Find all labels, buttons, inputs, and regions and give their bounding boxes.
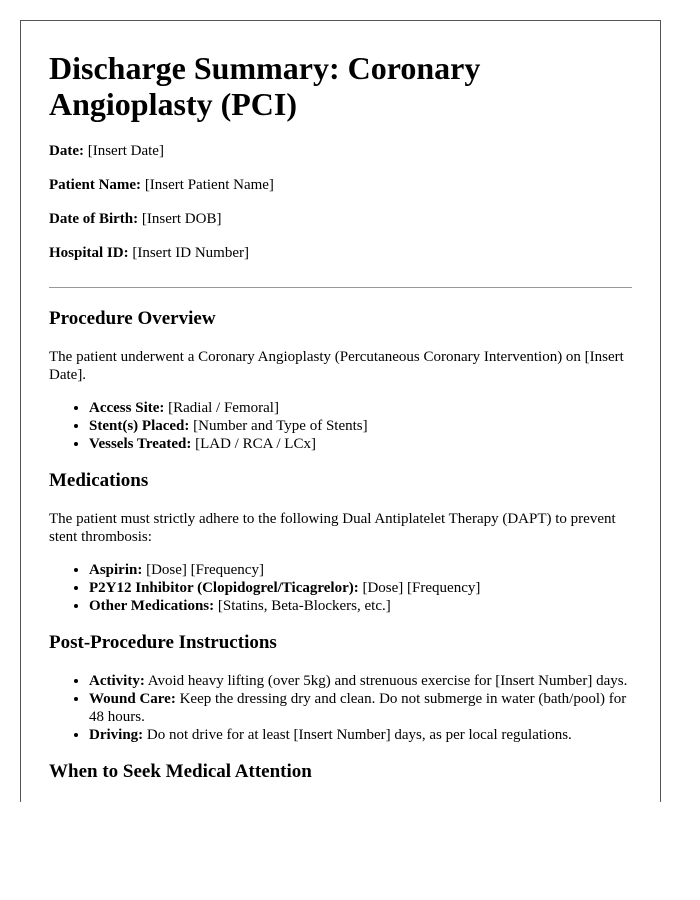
seek-medical-attention-heading: When to Seek Medical Attention	[49, 761, 312, 782]
item-label: P2Y12 Inhibitor (Clopidogrel/Ticagrelor):	[89, 580, 359, 596]
item-label: Aspirin:	[89, 562, 143, 578]
item-value: [Radial / Femoral]	[168, 400, 279, 416]
post-procedure-list	[49, 672, 632, 744]
item-value: Do not drive for at least [Insert Number] days, as per local regulations.	[146, 727, 572, 743]
list-item	[89, 561, 632, 579]
item-label: Other Medications:	[89, 598, 215, 614]
item-label: Driving:	[89, 727, 144, 743]
item-label: Activity:	[89, 673, 145, 689]
medications-list	[49, 561, 632, 615]
meta-value: [Insert Date]	[87, 143, 164, 159]
item-label: Access Site:	[89, 400, 165, 416]
meta-date	[49, 142, 632, 160]
procedure-details-list	[49, 399, 632, 453]
post-procedure-heading: Post-Procedure Instructions	[49, 632, 277, 653]
item-value: Keep the dressing dry and clean. Do not submerge in water (bath/pool) for 48 hours.	[89, 691, 627, 725]
section-divider	[49, 287, 632, 288]
meta-label: Patient Name:	[49, 177, 142, 193]
medications-paragraph: The patient must strictly adhere to the following Dual Antiplatelet Therapy (DAPT) to prevent stent thrombosis:	[49, 511, 616, 545]
item-label: Vessels Treated:	[89, 436, 192, 452]
procedure-overview-paragraph: The patient underwent a Coronary Angioplasty (Percutaneous Coronary Intervention) on [Insert Date].	[49, 349, 624, 383]
meta-value: [Insert Patient Name]	[144, 177, 274, 193]
meta-hospital-id	[49, 244, 632, 262]
list-item	[89, 435, 632, 453]
list-item	[89, 690, 632, 726]
list-item	[89, 726, 632, 744]
item-value: [Statins, Beta-Blockers, etc.]	[217, 598, 391, 614]
item-value: [Number and Type of Stents]	[193, 418, 368, 434]
procedure-overview-heading: Procedure Overview	[49, 308, 216, 329]
item-value: [Dose] [Frequency]	[362, 580, 481, 596]
item-value: Avoid heavy lifting (over 5kg) and strenuous exercise for [Insert Number] days.	[147, 673, 628, 689]
list-item	[89, 399, 632, 417]
medications-heading: Medications	[49, 470, 149, 491]
item-value: [Dose] [Frequency]	[146, 562, 264, 578]
meta-label: Hospital ID:	[49, 245, 129, 261]
item-label: Stent(s) Placed:	[89, 418, 190, 434]
meta-value: [Insert DOB]	[141, 211, 222, 227]
document-page	[20, 20, 661, 802]
list-item	[89, 579, 632, 597]
list-item	[89, 417, 632, 435]
meta-label: Date of Birth:	[49, 211, 139, 227]
item-label: Wound Care:	[89, 691, 176, 707]
meta-label: Date:	[49, 143, 84, 159]
meta-value: [Insert ID Number]	[132, 245, 249, 261]
meta-date-of-birth	[49, 210, 632, 228]
list-item	[89, 672, 632, 690]
document-content	[21, 21, 660, 783]
list-item	[89, 597, 632, 615]
document-title: Discharge Summary: Coronary Angioplasty (PCI)	[49, 50, 481, 122]
item-value: [LAD / RCA / LCx]	[195, 436, 316, 452]
meta-patient-name	[49, 176, 632, 194]
